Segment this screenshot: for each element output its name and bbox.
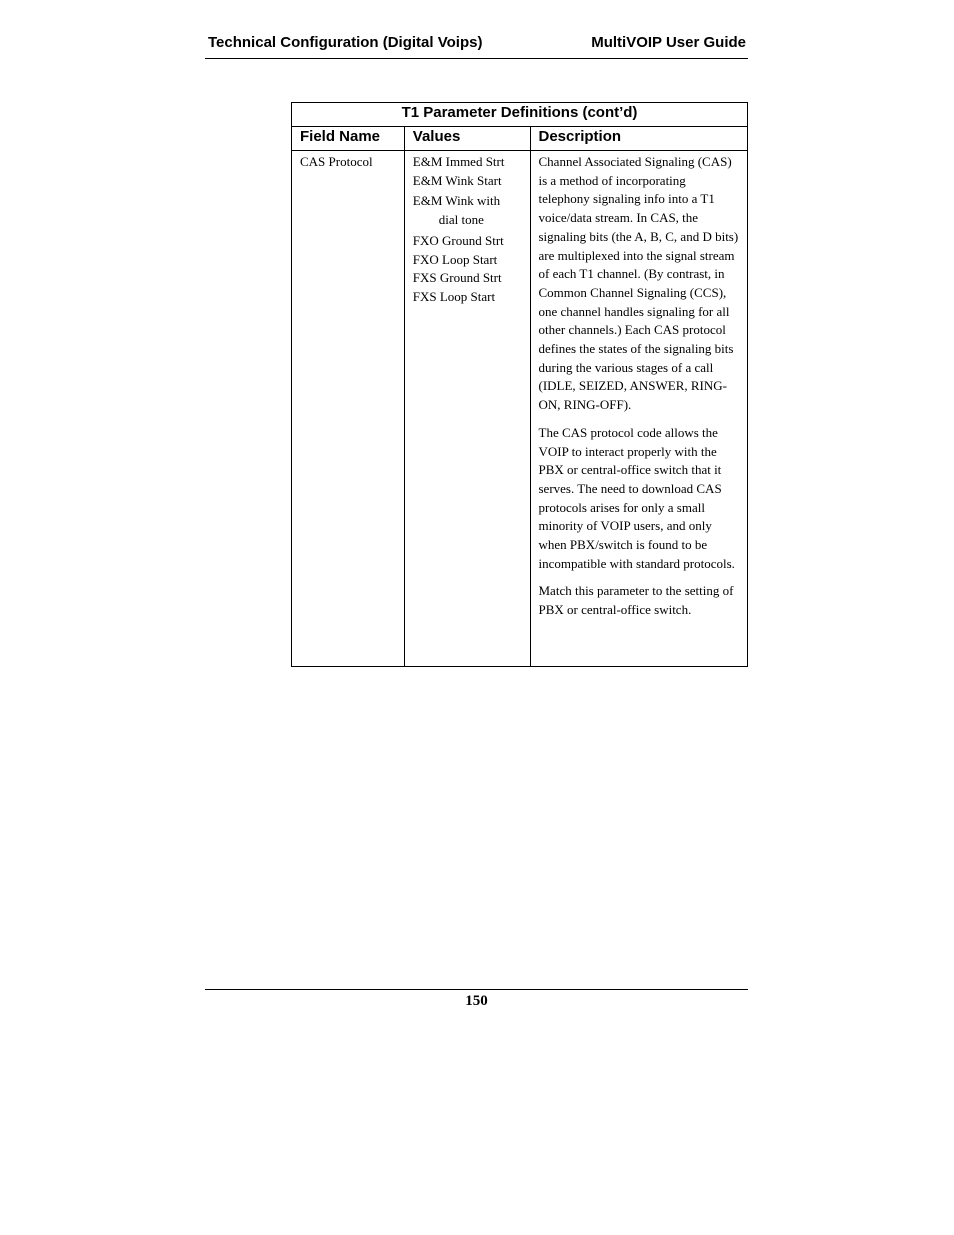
table-title-row xyxy=(292,103,748,127)
header-section-title: Technical Configuration (Digital Voips) xyxy=(208,34,483,51)
values-cell xyxy=(404,151,530,667)
description-cell xyxy=(530,151,748,667)
value-item: E&M Wink with xyxy=(412,193,501,209)
page-number: 150 xyxy=(465,993,488,1009)
field-name-text: CAS Protocol xyxy=(300,154,373,169)
column-header-description: Description xyxy=(530,127,748,151)
table-title: T1 Parameter Definitions (cont’d) xyxy=(292,103,748,127)
column-header-field-name: Field Name xyxy=(292,127,405,151)
page-header xyxy=(205,30,748,59)
value-item: FXO Loop Start xyxy=(412,251,498,267)
table-row xyxy=(292,151,748,667)
value-item: FXS Loop Start xyxy=(412,288,496,304)
page-footer xyxy=(205,989,748,1010)
column-header-values: Values xyxy=(404,127,530,151)
field-name-cell xyxy=(292,151,405,667)
value-item: FXS Ground Strt xyxy=(412,270,502,286)
description-paragraph: Match this parameter to the setting of PBX or central-office switch. xyxy=(538,583,734,618)
description-paragraph: The CAS protocol code allows the VOIP to interact properly with the PBX or central-office switch that it serves. The need to download CAS protocols arises for only a small minority of VOIP users, and only when PBX/switch is found to be incompatible with standard protocols. xyxy=(538,424,735,571)
value-item: E&M Wink Start xyxy=(412,172,502,188)
value-item: dial tone xyxy=(438,212,484,228)
t1-parameter-table xyxy=(291,102,748,667)
value-item: FXO Ground Strt xyxy=(412,232,504,248)
value-item: E&M Immed Strt xyxy=(412,154,505,169)
header-guide-title: MultiVOIP User Guide xyxy=(591,34,746,51)
description-paragraph: Channel Associated Signaling (CAS) is a method of incorporating telephony signaling info into a T1 voice/data stream. In CAS, the signaling bits (the A, B, C, and D bits) are multiplexed into the signal stream of each T1 channel. (By contrast, in Common Channel Signaling (CCS), one channel handles signaling for all other channels.) Each CAS protocol defines the states of the signaling bits during the various stages of a call (IDLE, SEIZED, ANSWER, RING-ON, RING-OFF). xyxy=(538,154,739,413)
table-header-row xyxy=(292,127,748,151)
